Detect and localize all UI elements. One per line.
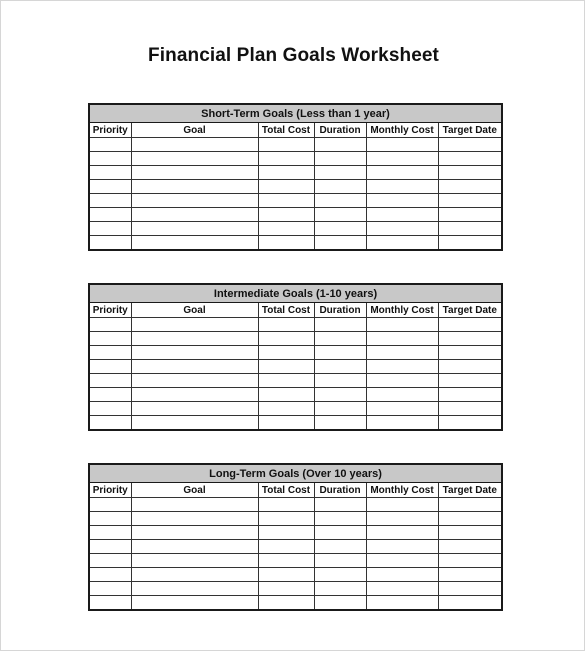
cell-monthly-cost[interactable] (366, 360, 438, 374)
cell-monthly-cost[interactable] (366, 222, 438, 236)
cell-duration[interactable] (314, 152, 366, 166)
cell-monthly-cost[interactable] (366, 402, 438, 416)
cell-priority[interactable] (89, 498, 131, 512)
cell-target-date[interactable] (438, 138, 502, 152)
cell-monthly-cost[interactable] (366, 138, 438, 152)
cell-target-date[interactable] (438, 236, 502, 251)
cell-total-cost[interactable] (258, 512, 314, 526)
cell-goal[interactable] (131, 526, 258, 540)
cell-total-cost[interactable] (258, 388, 314, 402)
table-row (89, 526, 502, 540)
cell-duration[interactable] (314, 540, 366, 554)
table-row (89, 374, 502, 388)
cell-duration[interactable] (314, 180, 366, 194)
cell-total-cost[interactable] (258, 554, 314, 568)
cell-priority[interactable] (89, 540, 131, 554)
cell-priority[interactable] (89, 388, 131, 402)
cell-monthly-cost[interactable] (366, 208, 438, 222)
table-row (89, 332, 502, 346)
cell-priority[interactable] (89, 346, 131, 360)
column-header-total-cost: Total Cost (258, 123, 314, 138)
table-row (89, 540, 502, 554)
cell-total-cost[interactable] (258, 318, 314, 332)
cell-goal[interactable] (131, 388, 258, 402)
cell-total-cost[interactable] (258, 498, 314, 512)
cell-goal[interactable] (131, 180, 258, 194)
cell-target-date[interactable] (438, 540, 502, 554)
cell-duration[interactable] (314, 582, 366, 596)
section-heading: Intermediate Goals (1-10 years) (89, 284, 502, 303)
cell-duration[interactable] (314, 208, 366, 222)
cell-priority[interactable] (89, 596, 131, 611)
cell-priority[interactable] (89, 526, 131, 540)
cell-monthly-cost[interactable] (366, 152, 438, 166)
cell-total-cost[interactable] (258, 526, 314, 540)
cell-goal[interactable] (131, 582, 258, 596)
cell-monthly-cost[interactable] (366, 180, 438, 194)
cell-monthly-cost[interactable] (366, 236, 438, 251)
cell-target-date[interactable] (438, 346, 502, 360)
cell-total-cost[interactable] (258, 236, 314, 251)
table-row (89, 208, 502, 222)
column-header-monthly-cost: Monthly Cost (366, 303, 438, 318)
cell-target-date[interactable] (438, 554, 502, 568)
cell-goal[interactable] (131, 416, 258, 431)
cell-monthly-cost[interactable] (366, 596, 438, 611)
cell-target-date[interactable] (438, 416, 502, 431)
cell-duration[interactable] (314, 402, 366, 416)
cell-duration[interactable] (314, 194, 366, 208)
table-body (89, 138, 502, 251)
cell-priority[interactable] (89, 166, 131, 180)
cell-target-date[interactable] (438, 498, 502, 512)
cell-goal[interactable] (131, 166, 258, 180)
column-header-target-date: Target Date (438, 483, 502, 498)
cell-target-date[interactable] (438, 512, 502, 526)
cell-goal[interactable] (131, 568, 258, 582)
cell-monthly-cost[interactable] (366, 194, 438, 208)
long-term-goals-table (88, 463, 503, 611)
cell-monthly-cost[interactable] (366, 166, 438, 180)
cell-duration[interactable] (314, 222, 366, 236)
cell-monthly-cost[interactable] (366, 332, 438, 346)
cell-duration[interactable] (314, 416, 366, 431)
cell-goal[interactable] (131, 402, 258, 416)
cell-total-cost[interactable] (258, 374, 314, 388)
cell-target-date[interactable] (438, 332, 502, 346)
column-header-goal: Goal (131, 483, 258, 498)
cell-total-cost[interactable] (258, 360, 314, 374)
cell-duration[interactable] (314, 512, 366, 526)
cell-total-cost[interactable] (258, 138, 314, 152)
short-term-goals-table (88, 103, 503, 251)
table-row (89, 236, 502, 251)
cell-total-cost[interactable] (258, 222, 314, 236)
cell-target-date[interactable] (438, 222, 502, 236)
table-row (89, 498, 502, 512)
cell-duration[interactable] (314, 388, 366, 402)
cell-monthly-cost[interactable] (366, 512, 438, 526)
cell-goal[interactable] (131, 318, 258, 332)
table-row (89, 318, 502, 332)
cell-goal[interactable] (131, 236, 258, 251)
cell-goal[interactable] (131, 152, 258, 166)
cell-target-date[interactable] (438, 582, 502, 596)
cell-priority[interactable] (89, 332, 131, 346)
table-row (89, 512, 502, 526)
cell-target-date[interactable] (438, 152, 502, 166)
column-header-total-cost: Total Cost (258, 483, 314, 498)
section-heading: Long-Term Goals (Over 10 years) (89, 464, 502, 483)
cell-target-date[interactable] (438, 596, 502, 611)
column-header-duration: Duration (314, 303, 366, 318)
cell-duration[interactable] (314, 498, 366, 512)
cell-total-cost[interactable] (258, 180, 314, 194)
section-heading: Short-Term Goals (Less than 1 year) (89, 104, 502, 123)
cell-target-date[interactable] (438, 402, 502, 416)
column-header-priority: Priority (89, 123, 131, 138)
cell-duration[interactable] (314, 346, 366, 360)
cell-priority[interactable] (89, 152, 131, 166)
table-row (89, 194, 502, 208)
cell-monthly-cost[interactable] (366, 416, 438, 431)
cell-duration[interactable] (314, 374, 366, 388)
cell-target-date[interactable] (438, 526, 502, 540)
cell-target-date[interactable] (438, 194, 502, 208)
table-row (89, 388, 502, 402)
cell-priority[interactable] (89, 512, 131, 526)
cell-monthly-cost[interactable] (366, 526, 438, 540)
cell-goal[interactable] (131, 540, 258, 554)
cell-total-cost[interactable] (258, 416, 314, 431)
cell-monthly-cost[interactable] (366, 374, 438, 388)
column-header-goal: Goal (131, 303, 258, 318)
cell-priority[interactable] (89, 568, 131, 582)
column-header-priority: Priority (89, 483, 131, 498)
cell-priority[interactable] (89, 222, 131, 236)
cell-goal[interactable] (131, 138, 258, 152)
cell-total-cost[interactable] (258, 582, 314, 596)
table-row (89, 360, 502, 374)
cell-goal[interactable] (131, 208, 258, 222)
table-row (89, 582, 502, 596)
cell-duration[interactable] (314, 596, 366, 611)
cell-monthly-cost[interactable] (366, 582, 438, 596)
cell-target-date[interactable] (438, 180, 502, 194)
document-title: Financial Plan Goals Worksheet (148, 45, 439, 66)
table-body (89, 318, 502, 431)
cell-duration[interactable] (314, 166, 366, 180)
cell-priority[interactable] (89, 554, 131, 568)
table-row (89, 180, 502, 194)
cell-priority[interactable] (89, 194, 131, 208)
cell-duration[interactable] (314, 526, 366, 540)
cell-goal[interactable] (131, 596, 258, 611)
cell-target-date[interactable] (438, 360, 502, 374)
cell-total-cost[interactable] (258, 596, 314, 611)
cell-goal[interactable] (131, 554, 258, 568)
cell-priority[interactable] (89, 402, 131, 416)
cell-monthly-cost[interactable] (366, 554, 438, 568)
cell-total-cost[interactable] (258, 166, 314, 180)
cell-total-cost[interactable] (258, 540, 314, 554)
table-row (89, 416, 502, 431)
cell-priority[interactable] (89, 374, 131, 388)
cell-duration[interactable] (314, 360, 366, 374)
table-row (89, 402, 502, 416)
column-header-duration: Duration (314, 483, 366, 498)
column-header-total-cost: Total Cost (258, 303, 314, 318)
cell-duration[interactable] (314, 236, 366, 251)
cell-total-cost[interactable] (258, 194, 314, 208)
table-row (89, 596, 502, 611)
cell-target-date[interactable] (438, 374, 502, 388)
cell-monthly-cost[interactable] (366, 388, 438, 402)
cell-total-cost[interactable] (258, 332, 314, 346)
cell-target-date[interactable] (438, 318, 502, 332)
cell-priority[interactable] (89, 360, 131, 374)
table-row (89, 166, 502, 180)
cell-goal[interactable] (131, 222, 258, 236)
table-row (89, 346, 502, 360)
cell-target-date[interactable] (438, 166, 502, 180)
column-header-monthly-cost: Monthly Cost (366, 483, 438, 498)
column-header-duration: Duration (314, 123, 366, 138)
cell-total-cost[interactable] (258, 346, 314, 360)
cell-duration[interactable] (314, 318, 366, 332)
column-header-target-date: Target Date (438, 123, 502, 138)
cell-target-date[interactable] (438, 208, 502, 222)
intermediate-goals-table (88, 283, 503, 431)
table-row (89, 554, 502, 568)
cell-goal[interactable] (131, 194, 258, 208)
column-header-goal: Goal (131, 123, 258, 138)
cell-monthly-cost[interactable] (366, 346, 438, 360)
column-header-monthly-cost: Monthly Cost (366, 123, 438, 138)
cell-duration[interactable] (314, 138, 366, 152)
cell-duration[interactable] (314, 554, 366, 568)
cell-target-date[interactable] (438, 568, 502, 582)
table-row (89, 138, 502, 152)
cell-total-cost[interactable] (258, 208, 314, 222)
cell-priority[interactable] (89, 416, 131, 431)
cell-goal[interactable] (131, 512, 258, 526)
cell-monthly-cost[interactable] (366, 568, 438, 582)
table-row (89, 222, 502, 236)
cell-total-cost[interactable] (258, 402, 314, 416)
table-row (89, 568, 502, 582)
cell-priority[interactable] (89, 138, 131, 152)
column-header-priority: Priority (89, 303, 131, 318)
cell-priority[interactable] (89, 236, 131, 251)
cell-goal[interactable] (131, 332, 258, 346)
cell-priority[interactable] (89, 318, 131, 332)
cell-goal[interactable] (131, 374, 258, 388)
cell-duration[interactable] (314, 568, 366, 582)
cell-goal[interactable] (131, 498, 258, 512)
cell-goal[interactable] (131, 360, 258, 374)
table-row (89, 152, 502, 166)
cell-priority[interactable] (89, 208, 131, 222)
cell-total-cost[interactable] (258, 152, 314, 166)
cell-target-date[interactable] (438, 388, 502, 402)
cell-priority[interactable] (89, 180, 131, 194)
cell-monthly-cost[interactable] (366, 318, 438, 332)
cell-monthly-cost[interactable] (366, 498, 438, 512)
cell-total-cost[interactable] (258, 568, 314, 582)
column-header-target-date: Target Date (438, 303, 502, 318)
cell-goal[interactable] (131, 346, 258, 360)
table-body (89, 498, 502, 611)
cell-monthly-cost[interactable] (366, 540, 438, 554)
cell-duration[interactable] (314, 332, 366, 346)
cell-priority[interactable] (89, 582, 131, 596)
